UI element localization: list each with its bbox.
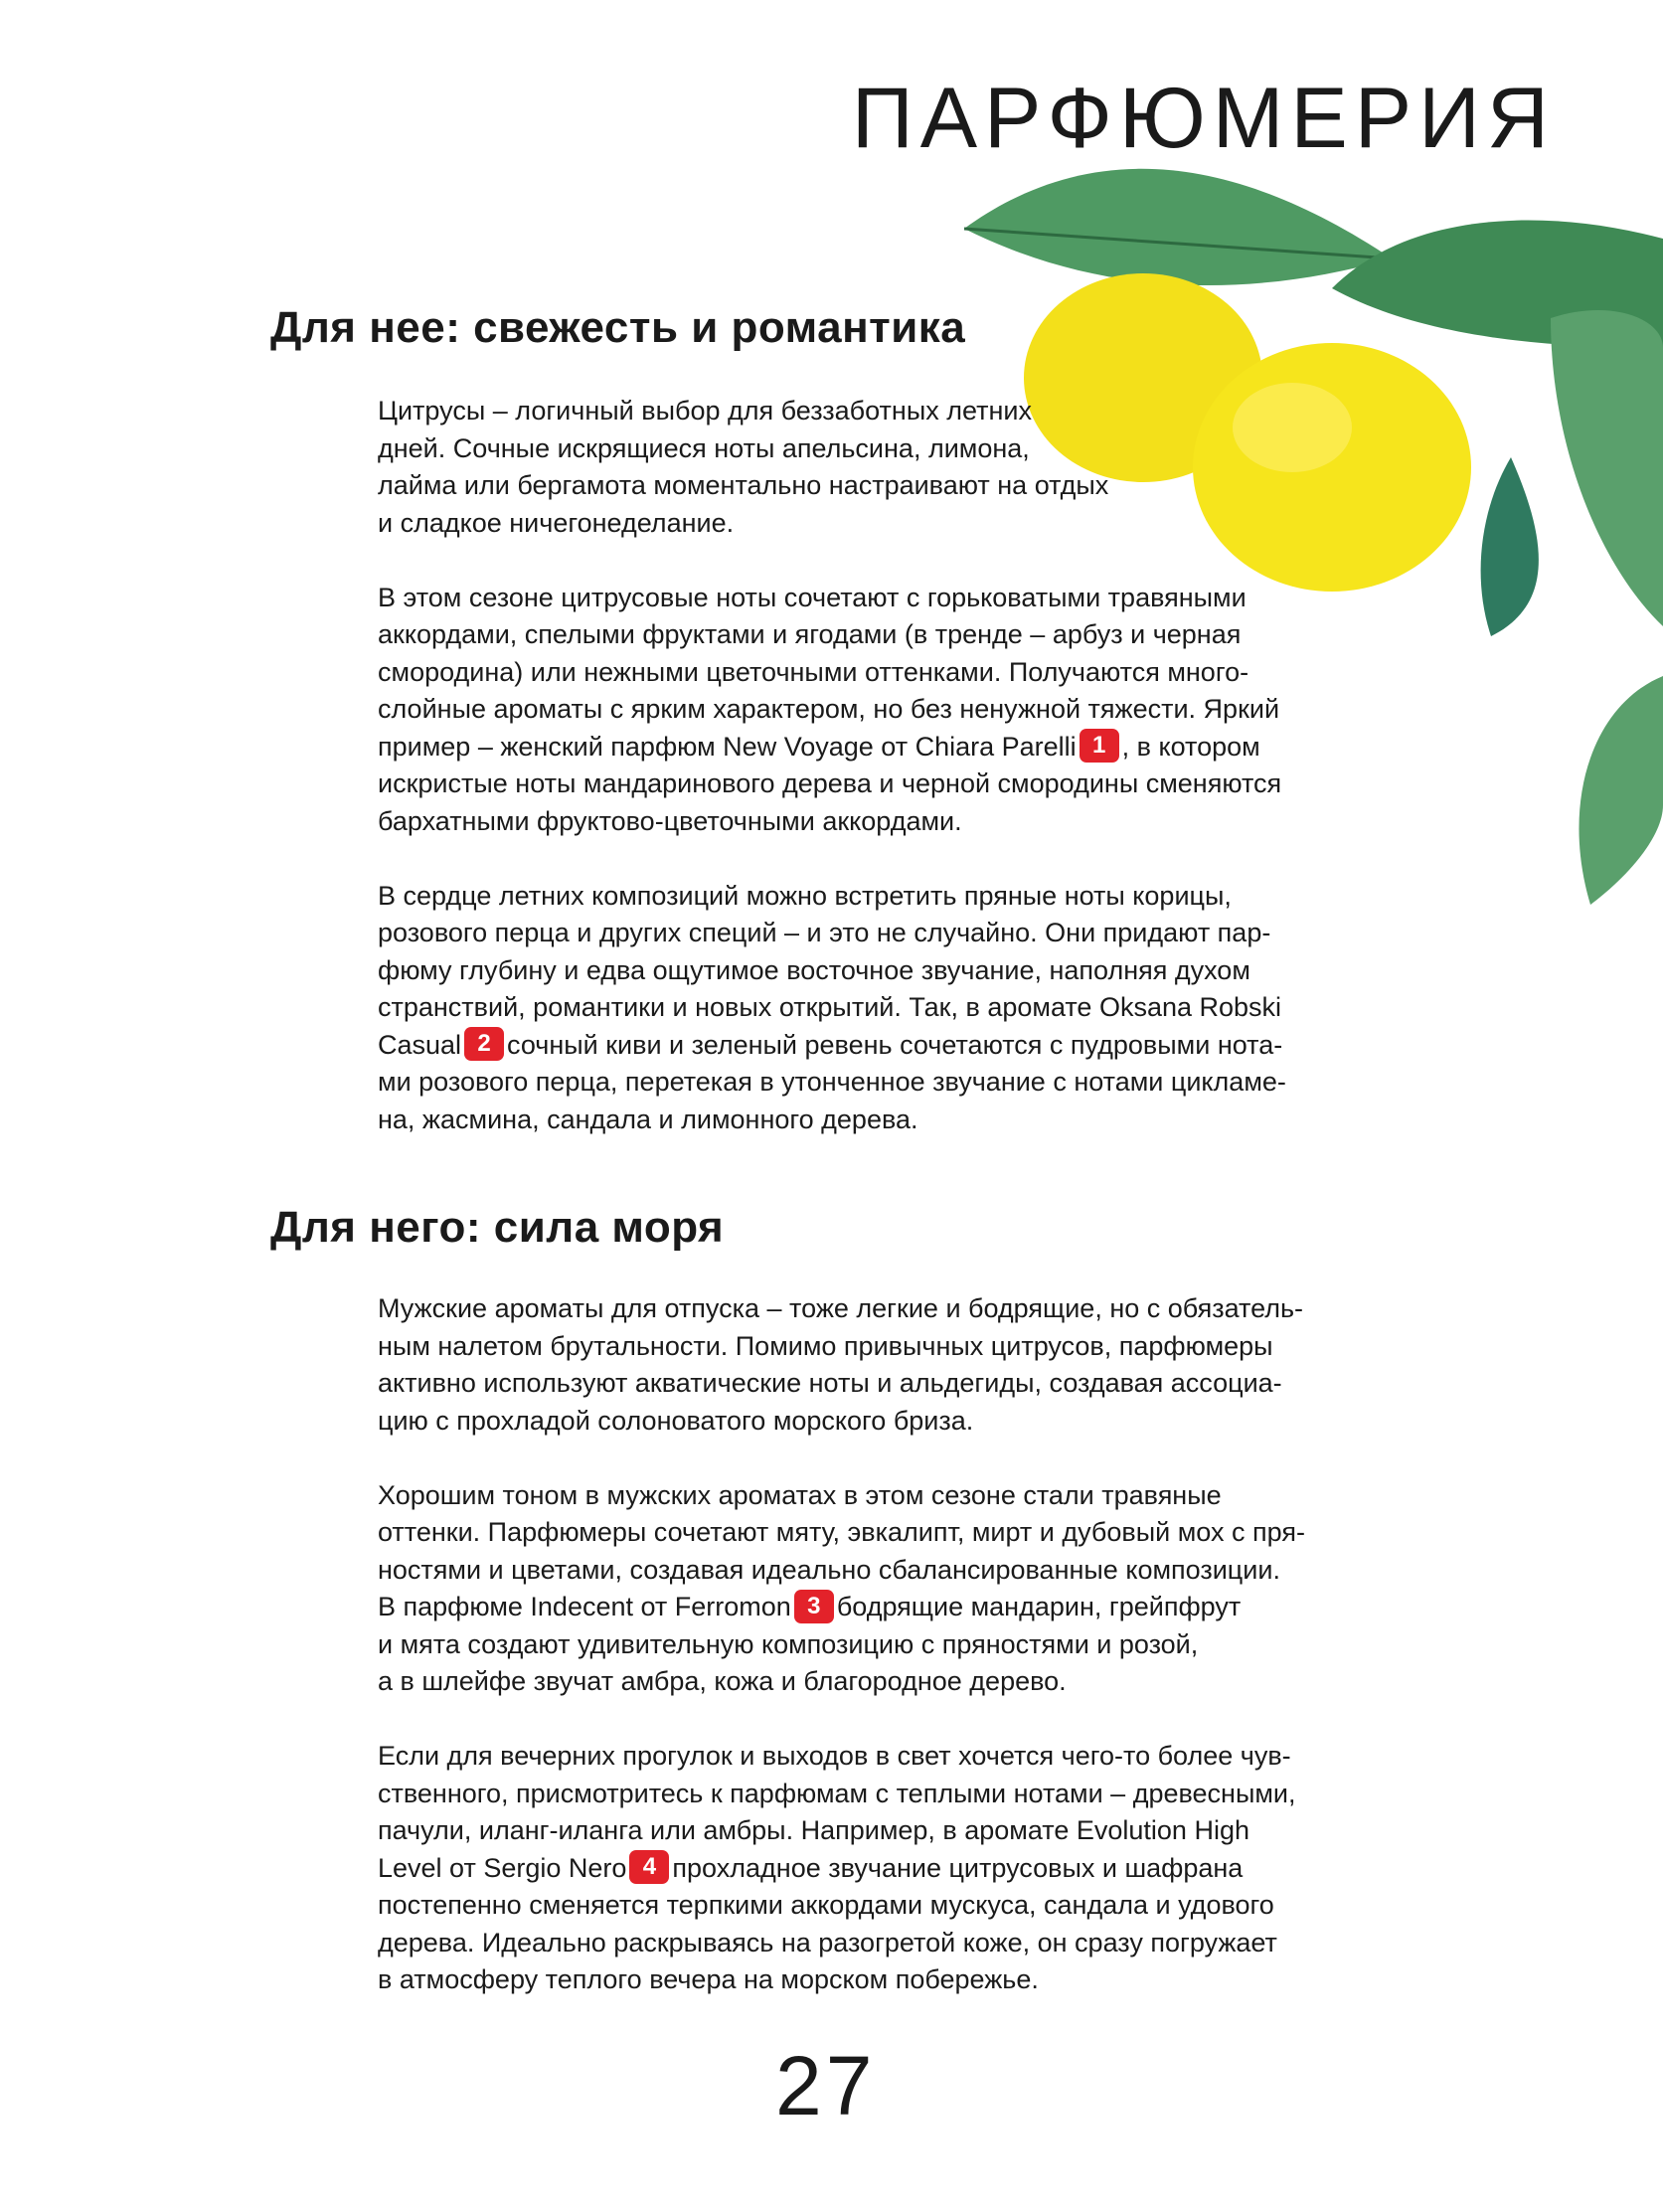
line-text: розового перца и других специй – и это не случайно. Они придают пар-: [378, 918, 1271, 947]
line-text: В этом сезоне цитрусовые ноты сочетают с горьковатыми травяными: [378, 582, 1247, 612]
product-number-badge: 3: [794, 1590, 834, 1623]
text-line: [378, 1776, 1305, 1813]
text-line: [378, 430, 1286, 468]
page-number: 27: [775, 2039, 877, 2132]
text-line: [378, 729, 1286, 766]
line-text: сочный киви и зеленый ревень сочетаются с пудровыми нота-: [507, 1029, 1283, 1060]
line-text: смородина) или нежными цветочными оттенками. Получаются много-: [378, 656, 1249, 687]
text-line: [378, 1887, 1305, 1925]
line-text: а в шлейфе звучат амбра, кожа и благородное дерево.: [378, 1666, 1067, 1696]
product-number-badge: 2: [464, 1027, 504, 1061]
text-line: [378, 989, 1286, 1027]
text-line: [378, 766, 1286, 803]
product-number-badge: 4: [629, 1850, 669, 1884]
text-line: [378, 1589, 1305, 1626]
text-line: [378, 1514, 1305, 1552]
text-line: [378, 1102, 1286, 1139]
line-text: цию с прохладой солоноватого морского бриза.: [378, 1405, 974, 1436]
text-line: [378, 467, 1286, 505]
product-number-badge: 1: [1080, 729, 1119, 763]
text-line: [378, 1365, 1305, 1403]
line-text: дней. Сочные искрящиеся ноты апельсина, лимона,: [378, 432, 1030, 463]
page-title: ПАРФЮМЕРИЯ: [851, 71, 1556, 166]
text-line: [378, 654, 1286, 692]
text-line: [378, 1403, 1305, 1441]
line-text: оттенки. Парфюмеры сочетают мяту, эвкалипт, мирт и дубовый мох с пря-: [378, 1517, 1305, 1547]
text-line: [378, 1850, 1305, 1888]
paragraph: [378, 580, 1286, 841]
text-line: [378, 1027, 1286, 1065]
text-line: [378, 1064, 1286, 1102]
line-text: Casual: [378, 1029, 462, 1060]
text-line: [378, 915, 1286, 952]
line-text: , в котором: [1121, 731, 1260, 762]
paragraph: [378, 1738, 1305, 1999]
line-text: бодрящие мандарин, грейпфрут: [836, 1592, 1242, 1621]
text-line: [378, 580, 1286, 617]
section-body: [378, 1290, 1305, 1999]
line-text: пачули, иланг-иланга или амбры. Например, в аромате Evolution High: [378, 1815, 1249, 1845]
line-text: ным налетом брутальности. Помимо привычных цитрусов, парфюмеры: [378, 1330, 1273, 1361]
text-line: [378, 878, 1286, 916]
line-text: фюму глубину и едва ощутимое восточное звучание, наполняя духом: [378, 954, 1250, 985]
line-text: ностями и цветами, создавая идеально сбалансированные композиции.: [378, 1554, 1280, 1585]
line-text: слойные ароматы с ярким характером, но без ненужной тяжести. Яркий: [378, 694, 1280, 724]
line-text: и сладкое ничегонеделание.: [378, 507, 735, 538]
line-text: В парфюме Indecent от Ferromon: [378, 1592, 791, 1621]
line-text: искристые ноты мандаринового дерева и черной смородины сменяются: [378, 768, 1282, 798]
line-text: Хорошим тоном в мужских ароматах в этом сезоне стали травяные: [378, 1479, 1222, 1510]
line-text: Если для вечерних прогулок и выходов в свет хочется чего-то более чув-: [378, 1741, 1291, 1771]
line-text: В сердце летних композиций можно встретить пряные ноты корицы,: [378, 880, 1232, 911]
line-text: ственного, присмотритесь к парфюмам с теплыми нотами – древесными,: [378, 1778, 1296, 1808]
line-text: лайма или бергамота моментально настраивают на отдых: [378, 470, 1109, 500]
paragraph: [378, 393, 1286, 542]
text-line: [378, 393, 1286, 430]
text-line: [378, 616, 1286, 654]
section-heading: Для нее: свежесть и романтика: [270, 303, 966, 352]
line-text: ми розового перца, перетекая в утонченное звучание с нотами цикламе-: [378, 1067, 1286, 1097]
line-text: аккордами, спелыми фруктами и ягодами (в тренде – арбуз и черная: [378, 619, 1242, 649]
text-line: [378, 1961, 1305, 1999]
line-text: Level от Sergio Nero: [378, 1852, 627, 1883]
line-text: пример – женский парфюм New Voyage от Chiara Parelli: [378, 731, 1077, 762]
line-text: постепенно сменяется терпкими аккордами мускуса, сандала и удового: [378, 1890, 1274, 1920]
line-text: Мужские ароматы для отпуска – тоже легкие и бодрящие, но с обязатель-: [378, 1293, 1304, 1323]
text-line: [378, 1925, 1305, 1962]
line-text: активно используют акватические ноты и альдегиды, создавая ассоциа-: [378, 1368, 1282, 1398]
line-text: на, жасмина, сандала и лимонного дерева.: [378, 1104, 918, 1134]
paragraph: [378, 1290, 1305, 1440]
text-line: [378, 1738, 1305, 1776]
line-text: прохладное звучание цитрусовых и шафрана: [672, 1852, 1244, 1883]
text-line: [378, 1328, 1305, 1366]
line-text: и мята создают удивительную композицию с пряностями и розой,: [378, 1628, 1199, 1659]
line-text: дерева. Идеально раскрываясь на разогретой коже, он сразу погружает: [378, 1927, 1277, 1957]
paragraph: [378, 878, 1286, 1139]
section-body: [378, 393, 1286, 1138]
text-line: [378, 1626, 1305, 1664]
line-text: бархатными фруктово-цветочными аккордами.: [378, 805, 962, 836]
text-line: [378, 1290, 1305, 1328]
text-line: [378, 1477, 1305, 1515]
text-line: [378, 952, 1286, 990]
text-line: [378, 1663, 1305, 1701]
text-line: [378, 1812, 1305, 1850]
text-line: [378, 691, 1286, 729]
line-text: странствий, романтики и новых открытий. Так, в аромате Oksana Robski: [378, 992, 1282, 1022]
section-heading: Для него: сила моря: [270, 1203, 725, 1252]
text-line: [378, 505, 1286, 543]
text-line: [378, 1552, 1305, 1590]
paragraph: [378, 1477, 1305, 1701]
line-text: в атмосферу теплого вечера на морском побережье.: [378, 1964, 1039, 1994]
line-text: Цитрусы – логичный выбор для беззаботных летних: [378, 396, 1032, 425]
text-line: [378, 803, 1286, 841]
